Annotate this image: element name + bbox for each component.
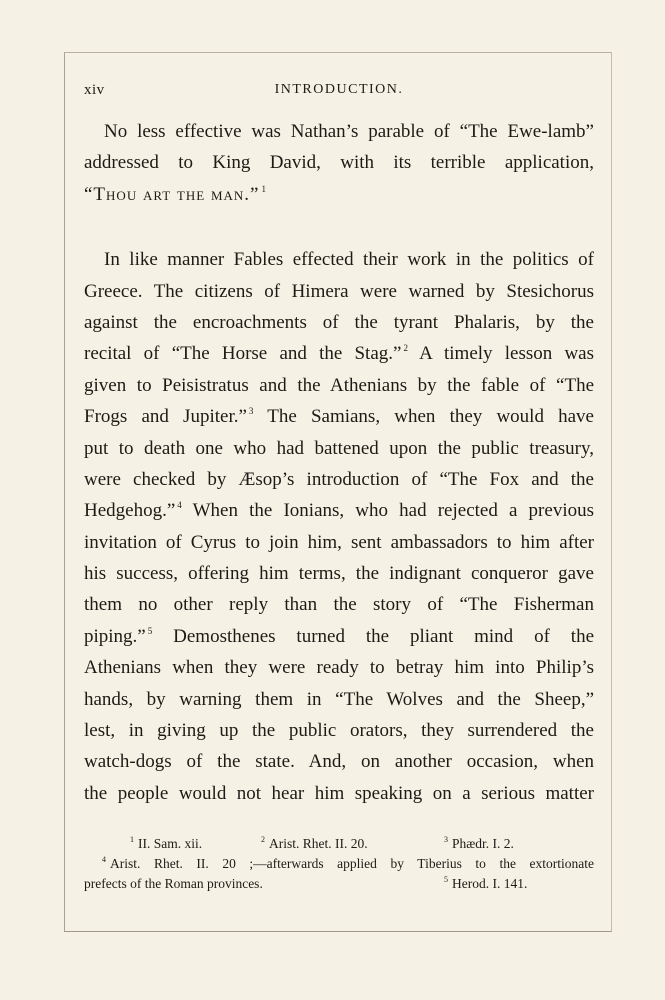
footnote-row [84,834,594,854]
text-line: lest, in giving up the public orators, they surrendered the [84,720,594,742]
text-line: In like manner Fables effected their work in the politics of [104,249,594,271]
footnote-2: $^2$ Arist. Rhet. II. 20. [261,835,368,851]
page-number: xiv [84,82,105,98]
text-line: Greece. The citizens of Himera were warned by Stesichorus [84,280,594,302]
text-line: the people would not hear him speaking on a serious matter [84,782,594,804]
text-line: addressed to King David, with its terrible application, [84,152,594,174]
footnote-1: $^1$ II. Sam. xii. [130,835,203,851]
footnote-ref: 1 [261,183,266,194]
text-line: Frogs and Jupiter.” $^3$ The Samians, when they would have [84,406,594,428]
text-line: them no other reply than the story of “The Fisherman [84,594,594,616]
text-line: against the encroachments of the tyrant Phalaris, by the [84,311,594,333]
footnote-ref: 2 [403,343,408,354]
text-line: Hedgehog.” $^4$ When the Ionians, who had rejected a previous [84,500,594,522]
footnote-ref: 3 [248,406,254,417]
text-line: Athenians when they were ready to betray him into Philip’s [84,657,594,679]
running-title: INTRODUCTION. [274,82,404,97]
footnote-row [84,874,594,894]
text-line [84,179,594,210]
text-line: were checked by Æsop’s introduction of “The Fox and the [84,468,594,490]
footnote-4-continued: prefects of the Roman provinces. [84,876,263,891]
footnote-4: $^4$ Arist. Rhet. II. 20 ;—afterwards applied by Tiberius to the extortionate [102,855,594,871]
footnote-5: $^5$ Herod. I. 141. [444,875,528,891]
text-line: recital of “The Horse and the Stag.” $^2$ A timely lesson was [84,343,594,365]
quoted-phrase: “Thou art the man.” [84,183,260,205]
text-line: invitation of Cyrus to join him, sent ambassadors to him after [84,531,594,553]
paragraph-gap [84,210,594,244]
footnote-ref: 4 [177,500,182,511]
text-line: piping.” $^5$ Demosthenes turned the pliant mind of the [84,625,595,647]
text-line: his success, offering him terms, the indignant conqueror gave [84,563,594,585]
body-text [84,116,594,809]
footnote-ref: 5 [147,625,153,636]
footnote-3: $^3$ Phædr. I. 2. [444,835,514,851]
paragraph-2 [84,244,594,809]
text-line: given to Peisistratus and the Athenians by the fable of “The [84,374,594,396]
paragraph-1 [84,116,594,210]
text-line: watch-dogs of the state. And, on another occasion, when [84,751,594,773]
text-line: hands, by warning them in “The Wolves and the Sheep,” [84,688,594,710]
page-header [84,82,594,102]
text-line: No less effective was Nathan’s parable of “The Ewe-lamb” [104,121,594,142]
text-line: put to death one who had battened upon the public treasury, [84,437,594,459]
footnotes [84,834,594,894]
footnote-row [84,854,594,874]
